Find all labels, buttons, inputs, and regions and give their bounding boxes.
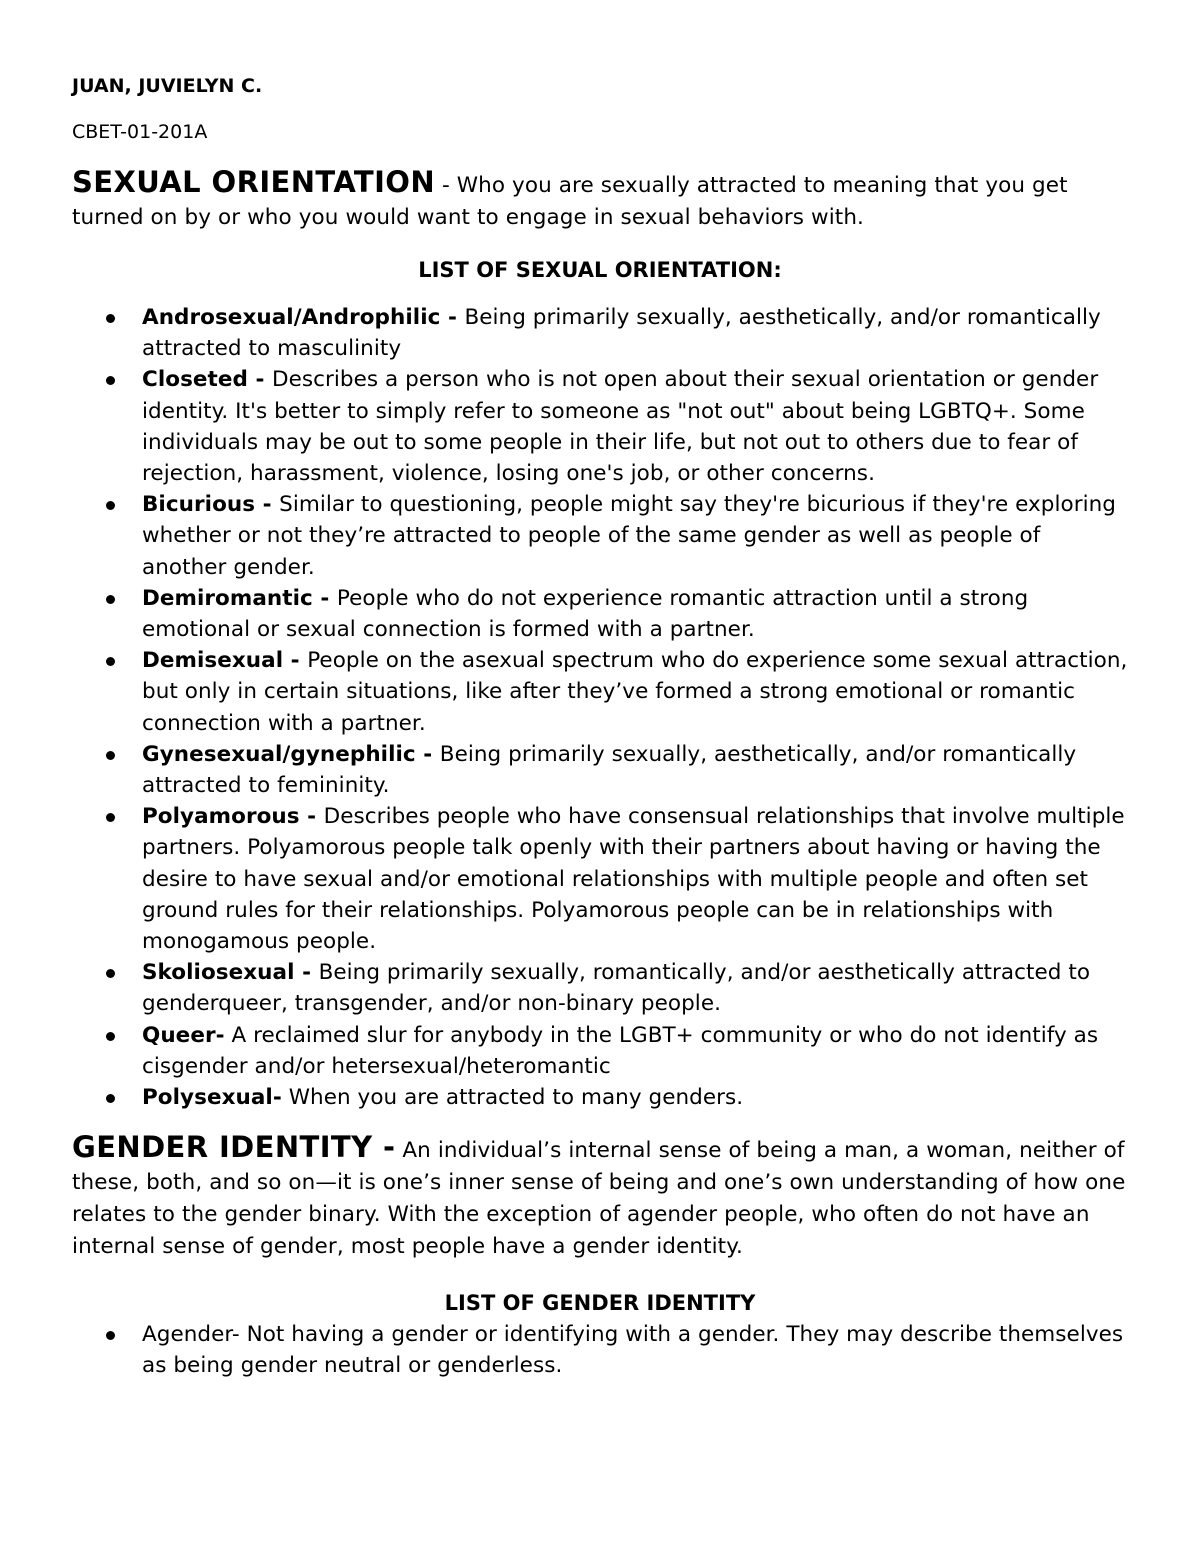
item-text: Agender- Not having a gender or identifying with a gender. They may describe themselves as being gender neutral or genderless. <box>142 1322 1124 1379</box>
item-text: Being primarily sexually, romantically, and/or aesthetically attracted to genderqueer, transgender, and/or non-binary people. <box>142 960 1091 1017</box>
bullet-icon <box>106 501 115 510</box>
item-term: Bicurious <box>142 492 256 518</box>
bullet-icon <box>106 657 115 666</box>
item-term: Polysexual- <box>142 1085 282 1111</box>
bullet-icon <box>106 595 115 604</box>
item-term: Demiromantic <box>142 585 313 611</box>
item-term: Queer- <box>142 1022 225 1048</box>
list-item <box>72 801 1128 957</box>
item-separator: - <box>283 648 308 674</box>
bullet-icon <box>106 1094 115 1103</box>
item-separator: - <box>312 585 337 611</box>
item-text: When you are attracted to many genders. <box>288 1085 744 1111</box>
item-text: Describes a person who is not open about their sexual orientation or gender identity. It's better to simply refer to someone as "not out" about being LGBTQ+. Some individuals may be out to some people in their life, but not out to others due to fear of rejection, harassment, violence, losing one's job, or other concerns. <box>142 367 1099 487</box>
gender-identity-definition: An individual’s internal sense of being a man, a woman, neither of these, both, and so on—it is one’s inner sense of being and one’s own understanding of how one relates to the gender binary. With the exception of agender people, who often do not have an internal sense of gender, most people have a gender identity. <box>72 1138 1126 1260</box>
bullet-icon <box>106 376 115 385</box>
list-item <box>72 645 1128 739</box>
author-name: JUAN, JUVIELYN C. <box>72 75 263 97</box>
bullet-icon <box>106 751 115 760</box>
item-text: Being primarily sexually, aesthetically, and/or romantically attracted to masculinity <box>142 305 1101 362</box>
item-term: Closeted <box>142 367 248 393</box>
item-term: Skoliosexual <box>142 960 295 986</box>
item-separator: - <box>247 367 272 393</box>
item-separator <box>282 1085 289 1110</box>
item-term: Androsexual/Androphilic <box>142 305 441 330</box>
item-text: Being primarily sexually, aesthetically, and/or romantically attracted to femininity. <box>142 741 1077 799</box>
sexual-orientation-title: SEXUAL ORIENTATION <box>72 165 436 199</box>
item-term: Demisexual <box>142 648 284 674</box>
item-text: A reclaimed slur for anybody in the LGBT+ community or who do not identify as cisgender and/or hetersexual/heteromantic <box>142 1022 1099 1079</box>
item-separator: - <box>415 741 440 767</box>
gender-identity-list-title: LIST OF GENDER IDENTITY <box>444 1291 756 1316</box>
list-item <box>72 1020 1128 1082</box>
sexual-orientation-separator: - <box>435 173 457 198</box>
item-text: People who do not experience romantic attraction until a strong emotional or sexual connection is formed with a partner. <box>142 585 1029 643</box>
item-separator: - <box>299 804 324 830</box>
item-term: Polyamorous <box>142 804 300 830</box>
item-separator: - <box>255 492 280 518</box>
bullet-icon <box>106 1032 115 1041</box>
section-code: CBET-01-201A <box>72 121 208 143</box>
gender-identity-heading <box>72 1131 1128 1263</box>
list-item <box>72 364 1128 489</box>
item-term: Gynesexual/gynephilic <box>142 741 416 767</box>
list-item <box>72 302 1128 364</box>
item-separator: - <box>440 305 465 330</box>
gender-identity-list <box>72 1319 1128 1381</box>
bullet-icon <box>106 1331 115 1340</box>
list-item <box>72 583 1128 645</box>
sexual-orientation-list <box>72 302 1128 1113</box>
list-item <box>72 1082 1128 1113</box>
item-separator: - <box>294 960 319 986</box>
bullet-icon <box>106 314 115 323</box>
bullet-icon <box>106 969 115 978</box>
gender-identity-title: GENDER IDENTITY - <box>72 1130 396 1165</box>
sexual-orientation-definition: Who you are sexually attracted to meaning that you get turned on by or who you would want to engage in sexual behaviors with. <box>72 173 1068 230</box>
list-item <box>72 957 1128 1019</box>
item-text: Describes people who have consensual relationships that involve multiple partners. Polyamorous people talk openly with their partners about having or having the desire to have sexual and/or emotional relationships with multiple people and often set ground rules for their relationships. Polyamorous people can be in relationships with monogamous people. <box>142 804 1125 955</box>
sexual-orientation-heading <box>72 166 1128 234</box>
item-text: People on the asexual spectrum who do experience some sexual attraction, but only in certain situations, like after they’ve formed a strong emotional or romantic connection with a partner. <box>142 648 1128 736</box>
list-item <box>72 739 1128 801</box>
sexual-orientation-list-title: LIST OF SEXUAL ORIENTATION: <box>418 258 782 282</box>
bullet-icon <box>106 813 115 822</box>
list-item <box>72 489 1128 583</box>
item-text: Similar to questioning, people might say they're bicurious if they're exploring whether or not they’re attracted to people of the same gender as well as people of another gender. <box>142 492 1116 580</box>
list-item <box>72 1319 1128 1381</box>
